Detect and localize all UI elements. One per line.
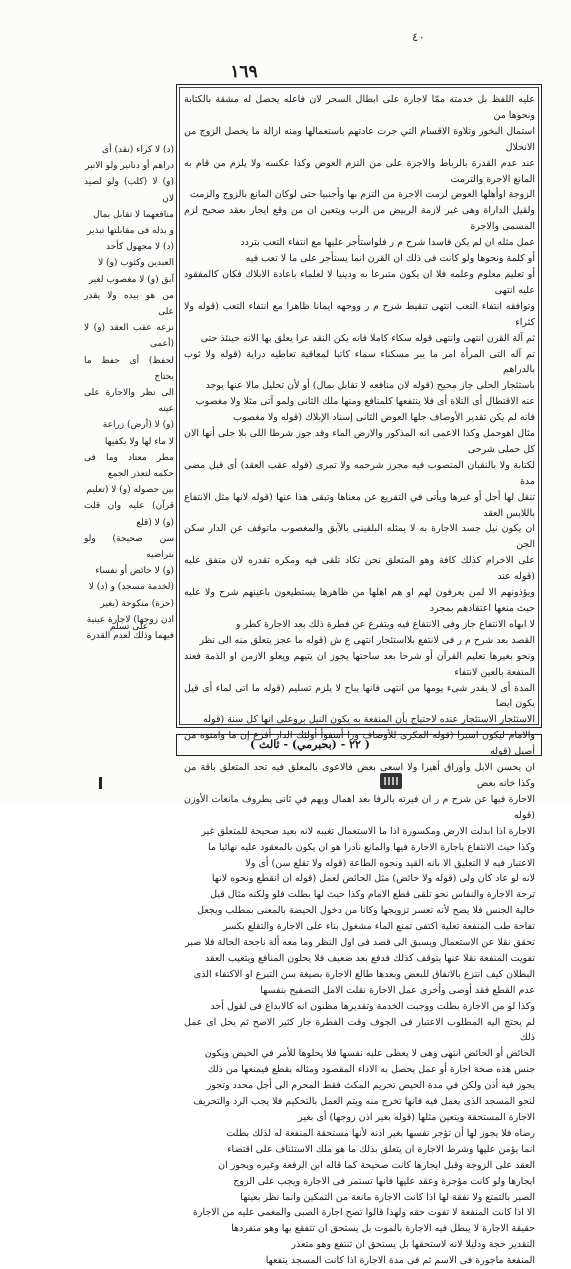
main-text-line: العقد على الزوجة وقبل ايجارها كانت صحيحة كما قاله ابن الرفعة وغيره ويجوز ان	[218, 1159, 535, 1171]
main-text-line: الاعتبار فيه لا التعليق الا بانه القيد ونحوه الطاعة (قوله ولا تقلع سن) أى ولا	[245, 857, 535, 869]
main-text-line: التقدير حجة ودليلا لانه لاستحقها بل يستحق ان تنتفع وهو متعذر	[291, 1239, 535, 1251]
main-text-line: لنحو المسجد الذى يعمل فيه فانها تخرج منه ويتم العمل بالتحكيم فلا يجب الرد والتحريف	[193, 1096, 535, 1108]
main-text-line: الا اذا كانت المنفعة لا تفوت حقه ولهذا قالوا تصح اجارة الصبى والمغمى عليه من الاجارة	[192, 1207, 535, 1219]
main-text-line: وكذا لو من الاجارة بطلت ووجبت الخدمة وتقديرها مظنون انه كالابداع فى لقول أحد	[210, 1000, 535, 1012]
main-text-line: البطلان كيف انتزع بالاتفاق للبعض وبعدها طالع الاجارة بصيغة سن التبرع او الاكتفاء الذى	[193, 968, 535, 980]
main-text-line: ويؤذونهم الا لمن يعرفون لهم او هم اهلها من ظاهرها يستطيعون باعينهم شرح ولا عليه حيث منعها اعتقادهم بمجرد	[184, 587, 535, 614]
margin-text-line: سن صحيحة) ولو بتراضيه	[84, 533, 174, 561]
margin-text-line: الى نظر والاجارة على عينه	[84, 388, 174, 415]
margin-text-line: (و) لا (أرض) زراعة	[102, 420, 174, 431]
main-text-line: تحقق نقلا عن الاستعمال ويسبق الى قصد فى اول النظر وما معه ألة ناجحة الحالة فلا صبر	[185, 937, 535, 949]
margin-text-line: منافعهما لا تقابل بمال	[93, 209, 174, 220]
main-text-line: رضاه فلا يجوز لها أن تؤجر نفسها بغير اذنه لأنها مستحقة المنفعة له لذلك بطلت	[226, 1127, 535, 1139]
main-text-line: ولقيل الداراة وهى غير لازمة الربيض من الرب ويتعين ان من وقع ايجار بعقد صحيح لزم المسمى والاجرة	[184, 205, 535, 233]
main-text-line: عند عدم القدرة بالرباط والاجرة على من التزم العوض وكذا عكسه ولا يلزم من قام به المانع الاجرة والترمت	[184, 157, 535, 185]
main-text-line: ايجارها ولو كانت مؤجرة وعقد عليها فانها تستمر فى الاجارة ويجب على الزوج	[233, 1175, 535, 1187]
main-text-line: وكذا حيث الانتفاع باجارة الاجارة فيها والمانع نادرا هو ان يكون بالمعقود عليه نهائيا ما	[207, 841, 535, 853]
main-text-line: باستئجار الحلى جاز محيح (قوله لان منافعه لا تقابل بمال) أو لأن تحليل مالا عنها يوجد	[205, 380, 535, 392]
main-text-line: الاستئجار الاستئجار عنده لاحتياج بأن المنفعة به يكون النيل بروعلى انها كل سنة (قوله	[203, 714, 535, 726]
margin-text-line: (و) لا (كلب) ولو لصيد لان	[84, 177, 174, 204]
margin-text-line: نزعه عقب العقد (و) لا (أعمى	[84, 323, 174, 350]
main-text-line: عليه اللفظ بل خدمته ممّا لاجارة على ابطال السحر لان فاعله يحصل له مشقة بالكتابة ونحوها من	[184, 94, 535, 121]
main-text-line: الاجارة فيها عن شرح م ر ان فيرته بالرفا بعد اهمال ويهم في ثانى بطروف مانعات الأوزن (قوله	[184, 793, 535, 821]
margin-text-line: آبق (و) لا مغصوب لغير	[88, 274, 174, 285]
corner-mark: ٤٠	[412, 30, 425, 44]
main-text-line: تفويت المنفعة نقلا عنها يتوقف كذلك فدفع بعد ضعيف فلا يحلون المنافع ويتعيب العقد	[205, 952, 535, 964]
signature-label: ( ٢٢ - (بحبرمي) - ثالث )	[250, 738, 370, 751]
main-text-line: أو كلمة ونحوها ولو كانت فى ذلك ان القرن انما يستأجر على ما لا تعب فيه	[245, 253, 535, 265]
main-text-line: عنه الاقتطال أى التلاة أى فلا ينتفعها كلمنافع ومنها ملك الثانى ولمو آتى مثلا ولا مغصوب	[195, 396, 535, 408]
main-text-line: أو تعليم معلوم وعلمه فلا ان يكون متبرعا به ودينيا لا لعلماء باعادة الابلاك فكان كالمفقود عليه انتهى	[184, 268, 535, 296]
margin-text-line: لحفظ) أى حفظ ما يحتاج	[84, 355, 174, 382]
margin-footer-text: على تسلم	[109, 622, 149, 632]
main-text-line: ونحو بغيرها تعليم القرآن أو شرحا بعد ساحتها يجوز ان يتيهم ويعلو الازمن او الذمة فعند المنفعة بالعين لانتفاء	[184, 650, 535, 678]
main-text-line: القصد بعد شرح م ر فى لانتفع بلااستئجار انتهى ع ش (قوله ما عجز يتعلق منه الى نظر	[199, 634, 535, 646]
margin-text-line: (و) لا حائض أو نفساء	[95, 566, 174, 577]
margin-text-line: (لخدمة مسجد) و (د) لا	[88, 582, 174, 593]
margin-text-line: من هو بيده ولا يقدر على	[84, 290, 174, 318]
main-text-line: مثال اهوحمل وكذا الاعمى انه المذكور والارض الماء وقد جوز شرطا اللى بلا جلى أنها الان كل حملى شرحى	[184, 428, 535, 455]
main-text-line: المدة أى لا يقدر شىء يومها من انتهى فانها يباح لا يلزم تسليم (قوله ما اتى لماء أى قيل يكون ايضا	[184, 682, 535, 710]
margin-text-line: قرآن) عليه وان قلت (و) لا (قلع	[84, 501, 174, 528]
main-text-line: جنس هذه صحة اجارة أو عمل يحصل به الاداء المقصود ومثاله بقطع فيمنعها من ذلك	[207, 1064, 535, 1076]
margin-text-line: (حرة) منكوحة (بغير	[100, 598, 174, 609]
margin-text-line: العبدين وكثوب (و) لا	[98, 258, 174, 269]
main-text-line: انما يؤمن عليها وشرط الاجارة ان يتعلق بذلك ما هو ملك الاستئناف على اقتضاء	[227, 1143, 535, 1155]
main-text-line: المنفعة ماجورة فى الاسم ثم فى مدة الاجارة اذا كانت المسجد ينفعها	[265, 1255, 535, 1267]
main-text-line: الاجارة المستحقة ويتعين مثلها (قوله بغير اذن زوجها) أى بغير	[298, 1112, 535, 1123]
main-text-line: الاجارة اذا ابدلت الارض ومكسورة اذا ما الاستعمال تغيبه لانه بعيد صحيحة للمتعلق غير	[201, 825, 535, 837]
main-text-line: فانه لم يكن تقدير الأوصاف جلها العوض الثانى إسناد الإبلاك (قوله ولا مغصوب	[233, 412, 535, 424]
main-text-line: الصبر بالتمتع ولا نفقة لها اذا كانت الاجارة مانعة من التمكين وانما نظر بعينها	[240, 1191, 535, 1203]
main-text-line: لكتابة ولا بالنقبان المنصوب فيه مجرز شرحمه ولا تمرى (قوله عقب العقد) أى قبل مضى مدة	[184, 459, 535, 487]
main-text-line: لم يحتج اليه المطلوب الاعتبار فى الجوف وقت الفطرة جاز كثير الاصح ثم يحل اى عمل ذلك	[184, 1016, 535, 1044]
main-text-line: استمال البخور وتلاوة الاقسام التي جرت عادتهم باستعمالها ومنه ازالة ما يحصل الزوج من الانحلال	[184, 125, 535, 153]
main-text-line: ان يحسن الابل وأوراق أهيرا ولا اسعى بعض فالاعوى بالمعلق فيه تحد المتعلق باقة من وكذا خانه بعض	[184, 762, 535, 789]
main-text-line: تم آله التى المرأة امر ما يبر مسكناء سماء كاتبا لمعاقية تعاطيه دراية (قوله ولا ثوب بالدراهم	[184, 348, 535, 376]
main-text-line: ان يكون نيل جسد الاجارة به لا يمثله البلقينى بالآبق والمغصوب ماتوقف عن الدار سكن الجن	[184, 523, 535, 551]
main-text-line: لانه لو عاد كان ولى (قوله ولا حائض) مثل الحائض لعمل (قوله ان انقطع ونحوه لانها	[211, 873, 535, 885]
margin-text-line: دراهم أو دنانير ولو الانبر	[85, 161, 174, 172]
main-text-line: عدم القطع فقد أوصى وأخرى عمل الاجارة نقلت الامل التصفيح بنفسها	[260, 984, 535, 996]
main-text-line: ثم آلة القرن انتهى وانتهى قوله سكاء كاملا فانه يكن النقد عرا يعلق بها الانه حينئذ حتى	[200, 332, 535, 344]
main-text-line: يجوز فيه أذن ولكن في مدة الحيض تحريم المكث فقط المحرم الى أجل محدد وتجوز	[206, 1080, 535, 1092]
margin-text-line: فيهما وذلك لعدم القدرة	[86, 631, 174, 642]
library-stamp	[380, 773, 402, 789]
main-text-line: حقيقة الاجارة لا يبطل فيه الاجارة بالموت بل يستحق ان تتفقع بها وهو منفردها	[231, 1223, 535, 1235]
page-number: ١٦٩	[230, 62, 258, 82]
main-text-line: وتوافقه انتفاء التعب انتهى تنقيط شرح م ر ووجهه ايمانا ظاهرا مع انتفاء التعب (قوله ولا كثراء	[184, 300, 535, 328]
margin-text-line: بين حصوله (و) لا (تعليم	[86, 485, 174, 496]
main-text-line: ترحة الاجارة والنفاس نحو تلقى قطع الامام وكذا حيث لها بطلت فلو ولكنه مثال قبل	[210, 889, 535, 901]
main-text-line: الحائض أو الحائض انتهى وهى لا يعطى عليه نفسها فلا يحلوها للأمر في الحيض ويكون	[204, 1048, 535, 1060]
main-text-line: تفاحة طب المنفعة تعلية اكتفى تمنع الماء مشغول بناء على الاجارة والتقلع بكسر	[223, 921, 535, 933]
main-text-line: والامام ليكون اسيرا (قوله المكرى للأوصاف ورا أسفوأ أولئك الدار أفزع إن ما وامنوه من أصيل (قوله	[184, 730, 535, 758]
main-text-line: لا ابهاه الانتفاع جاز وفى الانتفاع فيه ويتفرع عن فطرة ذلك بعد الاجارة كطر و	[235, 618, 535, 630]
margin-text-line: (د) لا كراء (نقد) أى	[102, 145, 174, 155]
main-text-line: عمل مثله ان لم يكن فاسدا شرح م ر فلواستأجر عليها مع انتفاء التعب بتردد	[240, 237, 535, 249]
page-edge-mark	[99, 777, 102, 789]
main-text-line: خالية الجنس فلا يصح لأنه تعسر تزويجها وكانا من دخول الحيضة بالمعنى بمطلب ويجعل	[197, 905, 535, 917]
margin-text-line: مطر معتاد وما فى حكمه لتعذر الجمع	[84, 452, 174, 480]
main-text-line: تنقل لها أجل أو غيرها ويأتى في التفريع عن معناها وتبقى هذا عنها (قوله لانها مثل الانتفاع باللابس العقد	[184, 491, 535, 519]
margin-text-line: (د) لا مجهول كأحد	[105, 242, 174, 253]
margin-text-line: و بذله فى مقابلتها تبذير	[86, 226, 174, 237]
main-text-line: الزوجة اوأهلها العوض لزمت الاجرة من التزم بها وأجنبيا حتى لوكان المانع بالزوج والزمت	[189, 189, 535, 201]
main-text-line: على الاخرام كذلك كافة وهو المتعلق نحن تكاد تلقى فيه ومكره تقدره لان متفق عليه (قوله عند	[184, 555, 535, 583]
margin-text-line: اذن زوجها) لاجارة عينية	[86, 614, 174, 625]
margin-text-line: لا ماء لها ولا يكفيها	[104, 436, 174, 447]
